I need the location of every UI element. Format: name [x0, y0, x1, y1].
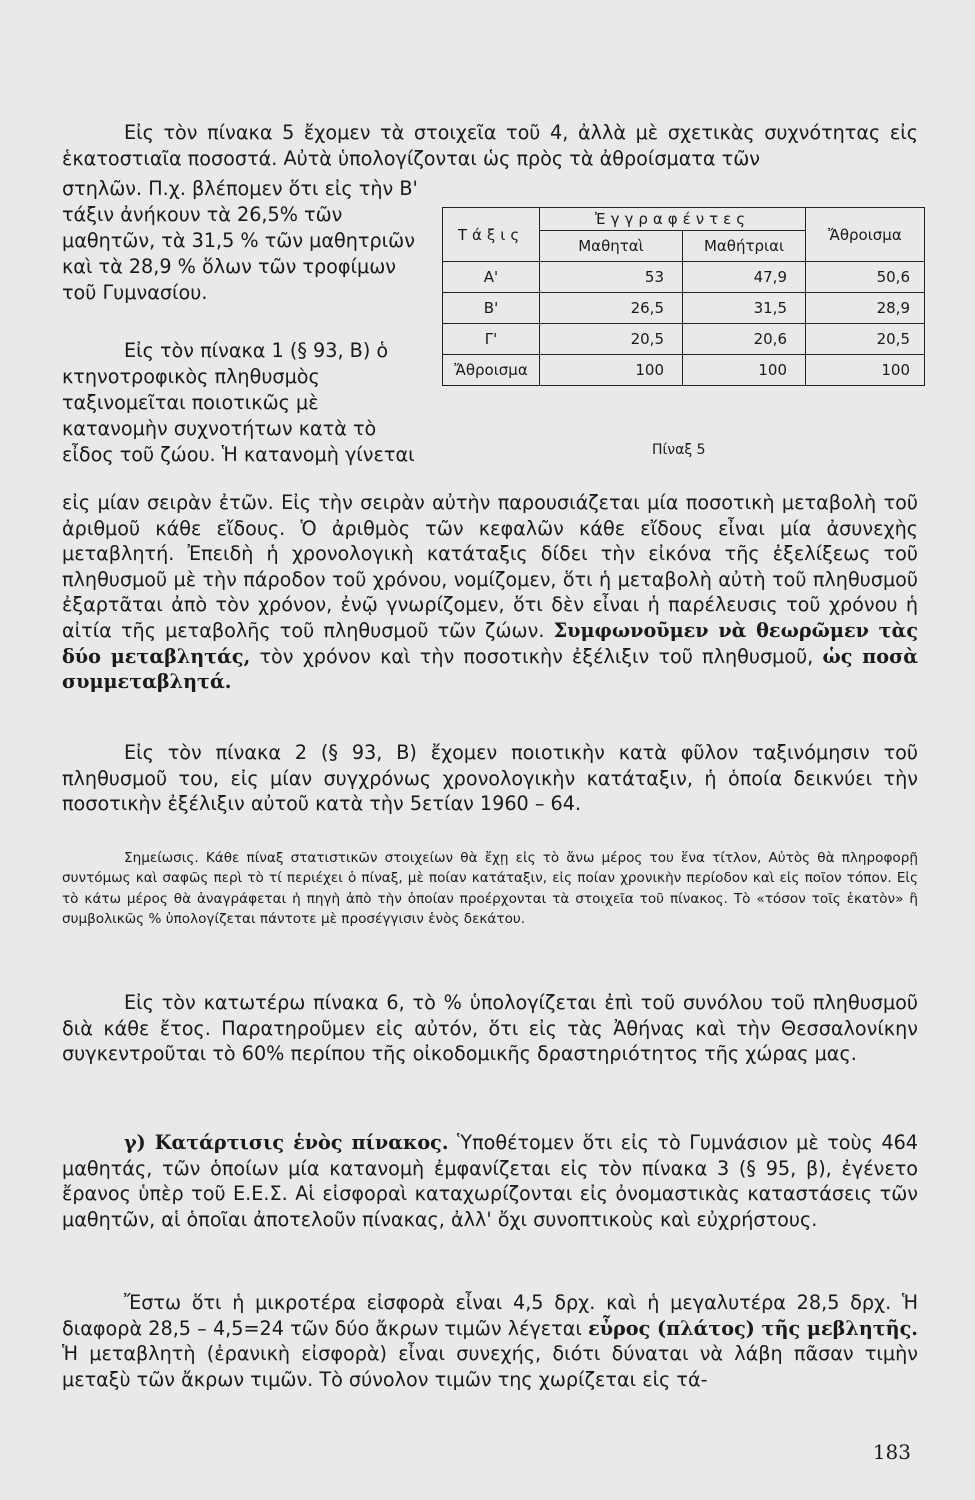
table-row: Β' 26,5 31,5 28,9 [443, 293, 925, 324]
header-enrolled: Ἐγγραφέντες [540, 208, 806, 231]
header-total: Ἄθροισμα [806, 208, 925, 262]
table-row: Ἄθροισμα 100 100 100 [443, 355, 925, 386]
bold-phrase: ὡς ποσὰ συμμεταβλητά. [62, 644, 918, 694]
note-paragraph: Σημείωσις. Κάθε πίναξ στατιστικῶν στοιχείων θὰ ἔχῃ εἰς τὸ ἄνω μέρος του ἕνα τίτλον, Αὐτὸς θὰ πληροφορῇ συντόμως καὶ σαφῶς περὶ τὸ τί περιέχει ὁ πίναξ, μὲ ποίαν κατάταξιν, εἰς ποίαν χρονικὴν περίοδον καὶ εἰς ποῖον τόπον. Εἰς τὸ κάτω μέρος θὰ ἀναγράφεται ἡ πηγὴ ἀπὸ τὴν ὁποίαν προέρχονται τὰ στοιχεῖα τοῦ πίνακος. Τὸ «τόσον τοῖς ἑκατὸν» ἢ συμβολικῶς % ὑπολογίζεται πάντοτε μὲ προσέγγισιν ἑνὸς δεκάτου. [62, 850, 918, 928]
header-male: Μαθηταὶ [540, 231, 683, 262]
wrapped-paragraph-1: στηλῶν. Π.χ. βλέπομεν ὅτι εἰς τὴν Β' τάξιν ἀνήκουν τὰ 26,5% τῶν μαθητῶν, τὰ 31,5 % τῶν μαθητριῶν καὶ τὰ 28,9 % ὅλων τῶν τροφίμων τοῦ Γυμνασίου. [62, 177, 418, 304]
page-number: 183 [872, 1440, 911, 1464]
paragraph-7: Ἔστω ὅτι ἡ μικροτέρα εἰσφορὰ εἶναι 4,5 δρχ. καὶ ἡ μεγαλυτέρα 28,5 δρχ. Ἡ διαφορὰ 28,5 – 4,5=24 τῶν δύο ἄκρων τιμῶν λέγεται εὖρος (πλάτος) τῆς μεβλητῆς. Ἡ μεταβλητὴ (ἐρανικὴ εἰσφορὰ) εἶναι συνεχής, διότι δύναται νὰ λάβη πᾶσαν τιμὴν μεταξὺ τῶν ἄκρων τιμῶν. Τὸ σύνολον τιμῶν της χωρίζεται εἰς τά- [62, 1291, 918, 1391]
header-female: Μαθήτριαι [683, 231, 806, 262]
header-class: Τάξις [443, 208, 540, 262]
paragraph-5: Εἰς τὸν κατωτέρω πίνακα 6, τὸ % ὑπολογίζεται ἐπὶ τοῦ συνόλου τοῦ πληθυσμοῦ διὰ κάθε ἔτος. Παρατηροῦμεν εἰς αὐτόν, ὅτι εἰς τὰς Ἀθήνας καὶ τὴν Θεσσαλονίκην συγκεντροῦται τὸ 60% περίπου τῆς οἰκοδομικῆς δραστηριότητος τῆς χώρας μας. [62, 991, 918, 1066]
paragraph-6: γ) Κατάρτισις ἑνὸς πίνακος. Ὑποθέτομεν ὅτι εἰς τὸ Γυμνάσιον μὲ τοὺς 464 μαθητάς, τῶν ὁποίων μία κατανομὴ ἐμφανίζεται εἰς τὸν πίνακα 3 (§ 95, β), ἐγένετο ἔρανος ὑπὲρ τοῦ Ε.Ε.Σ. Αἱ εἰσφοραὶ καταχωρίζονται εἰς ὀνομαστικὰς καταστάσεις τῶν μαθητῶν, αἱ ὁποῖαι ἀποτελοῦν πίνακας, ἀλλ' ὄχι συνοπτικοὺς καὶ εὐχρήστους. [62, 1131, 918, 1231]
wrapped-paragraph-2: Εἰς τὸν πίνακα 1 (§ 93, Β) ὁ κτηνοτροφικὸς πληθυσμὸς ταξινομεῖται ποιοτικῶς μὲ κατανομὴν συχνοτήτων κατὰ τὸ εἶδος τοῦ ζώου. Ἡ κατανομὴ γίνεται [62, 339, 415, 466]
table-caption: Πίναξ 5 [652, 442, 706, 458]
bold-phrase: εὖρος (πλάτος) τῆς μεβλητῆς. [588, 1316, 918, 1340]
section-heading: γ) Κατάρτισις ἑνὸς πίνακος. [124, 1131, 449, 1154]
bold-phrase: Συμφωνοῦμεν νὰ θεωρῶμεν τὰς δύο μεταβλητάς, [62, 618, 918, 668]
table-row: Α' 53 47,9 50,6 [443, 262, 925, 293]
paragraph-3: εἰς μίαν σειρὰν ἐτῶν. Εἰς τὴν σειρὰν αὐτὴν παρουσιάζεται μία ποσοτικὴ μεταβολὴ τοῦ ἀριθμοῦ κάθε εἴδους. Ὁ ἀριθμὸς τῶν κεφαλῶν κάθε εἴδους εἶναι μία ἀσυνεχὴς μεταβλητή. Ἐπειδὴ ἡ χρονολογικὴ κατάταξις δίδει τὴν εἰκόνα τῆς ἐξελίξεως τοῦ πληθυσμοῦ μὲ τὴν πάροδον τοῦ χρόνου, νομίζομεν, ὅτι ἡ μεταβολὴ αὐτὴ τοῦ πληθυσμοῦ ἐξαρτᾶται ἀπὸ τὸν χρόνον, ἐνῷ γνωρίζομεν, ὅτι δὲν εἶναι ἡ παρέλευσις τοῦ χρόνου ἡ αἰτία τῆς μεταβολῆς τοῦ πληθυσμοῦ τῶν ζώων. Συμφωνοῦμεν νὰ θεωρῶμεν τὰς δύο μεταβλητάς, τὸν χρόνον καὶ τὴν ποσοτικὴν ἐξέλιξιν τοῦ πληθυσμοῦ, ὡς ποσὰ συμμεταβλητά. [62, 491, 918, 694]
paragraph-4: Εἰς τὸν πίνακα 2 (§ 93, Β) ἔχομεν ποιοτικὴν κατὰ φῦλον ταξινόμησιν τοῦ πληθυσμοῦ του, εἰς μίαν συγχρόνως χρονολογικὴν κατάταξιν, ἡ ὁποία δεικνύει τὴν ποσοτικὴν ἐξέλιξιν αὐτοῦ κατὰ τὴν 5ετίαν 1960 – 64. [62, 741, 918, 816]
table-row: Γ' 20,5 20,6 20,5 [443, 324, 925, 355]
intro-paragraph: Εἰς τὸν πίνακα 5 ἔχομεν τὰ στοιχεῖα τοῦ 4, ἀλλὰ μὲ σχετικὰς συχνότητας εἰς ἑκατοστιαῖα ποσοστά. Αὐτὰ ὑπολογίζονται ὡς πρὸς τὰ ἀθροίσματα τῶν [62, 121, 918, 170]
table-5 [442, 207, 925, 386]
